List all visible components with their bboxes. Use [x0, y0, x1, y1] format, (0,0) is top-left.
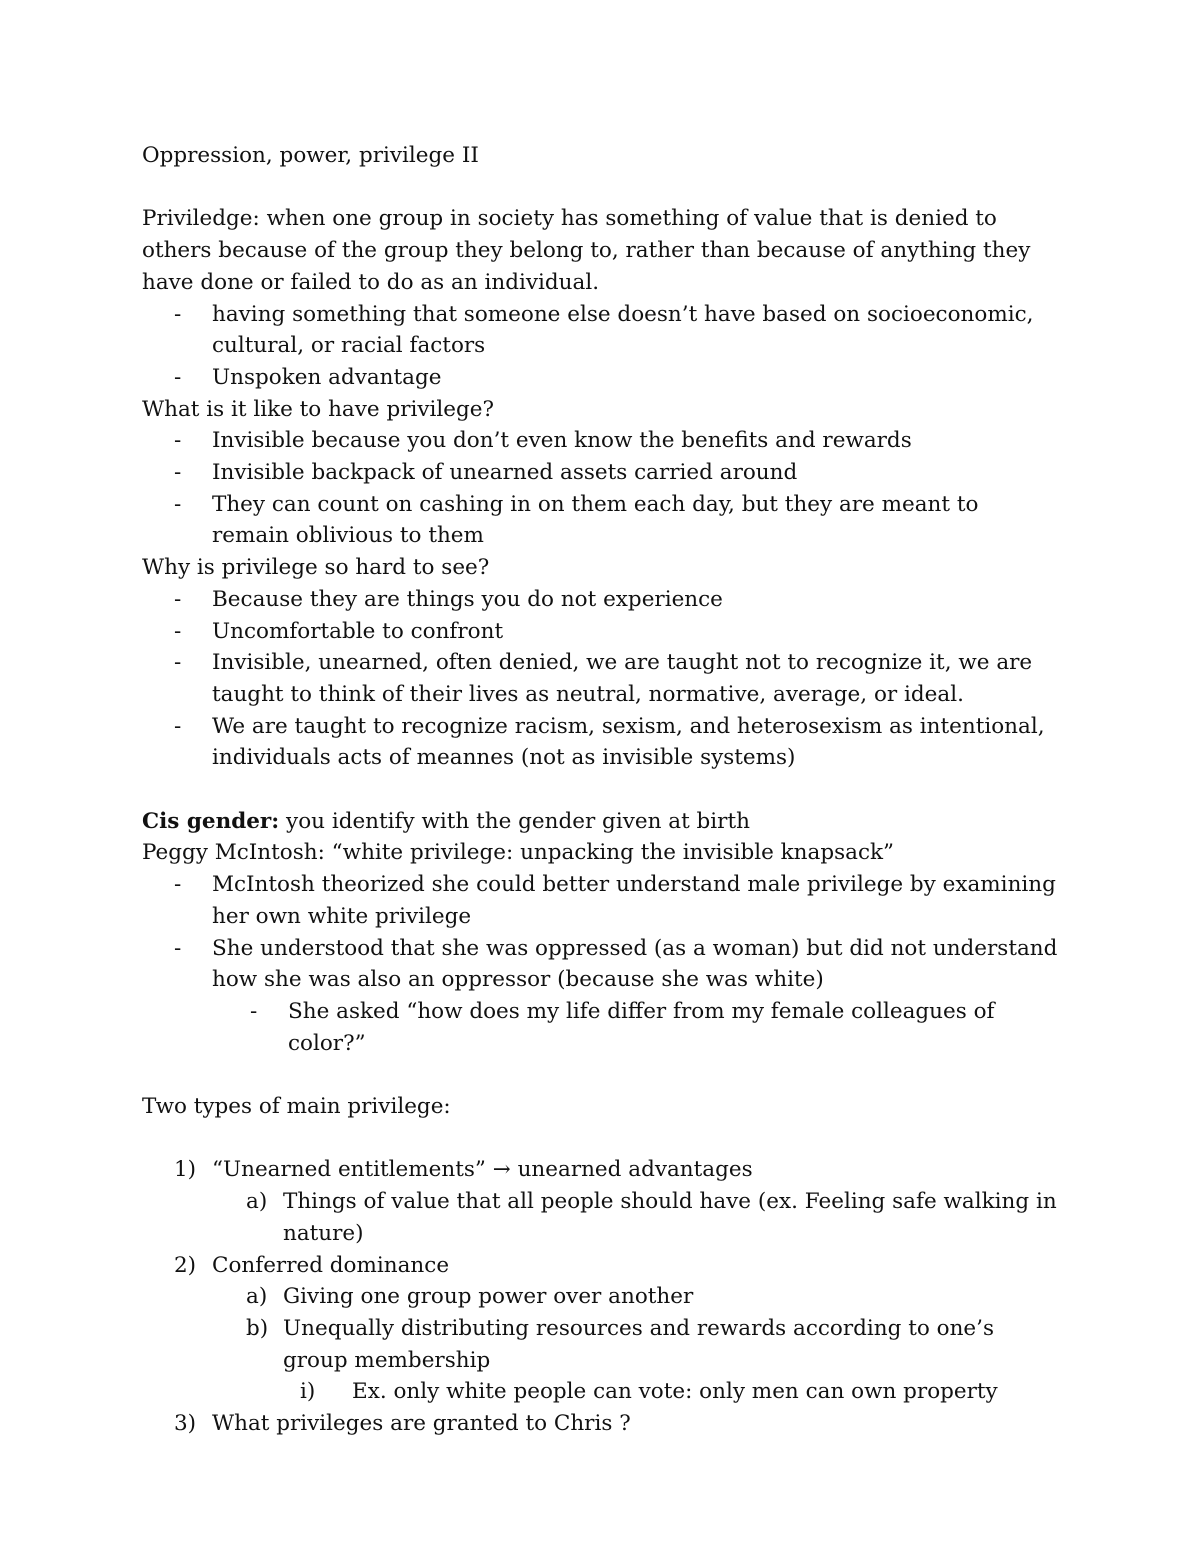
blank-line [142, 1123, 1062, 1155]
roman-marker: i) [300, 1379, 316, 1405]
dash-marker: - [174, 428, 182, 454]
list-item: - Invisible because you don’t even know the benefits and rewards [142, 425, 1062, 457]
lettered-item: b) Unequally distributing resources and rewards according to one’s group membership [142, 1313, 1062, 1376]
roman-item: i) Ex. only white people can vote: only men can own property [142, 1376, 1062, 1408]
question-heading: What is it like to have privilege? [142, 396, 495, 422]
list-item: - She understood that she was oppressed (as a woman) but did not understand how she was also an oppressor (because she was white) [142, 933, 1062, 996]
list-sub-item: - She asked “how does my life differ from my female colleagues of color?” [142, 996, 1062, 1059]
dash-marker: - [174, 618, 182, 644]
number-marker: 1) [174, 1157, 197, 1183]
dash-marker: - [174, 301, 182, 327]
numbered-item: 3) What privileges are granted to Chris ? [142, 1408, 1062, 1440]
lettered-item: a) Giving one group power over another [142, 1281, 1062, 1313]
page-title: Oppression, power, privilege II [142, 143, 479, 168]
question-heading: Why is privilege so hard to see? [142, 555, 490, 581]
dash-marker: - [174, 586, 182, 612]
list-item: - McIntosh theorized she could better understand male privilege by examining her own white privilege [142, 869, 1062, 932]
cis-gender-definition: Cis gender: you identify with the gender given at birth [142, 808, 750, 834]
list-item: - We are taught to recognize racism, sexism, and heterosexism as intentional, individuals acts of meannes (not as invisible systems) [142, 711, 1062, 774]
number-marker: 2) [174, 1252, 197, 1278]
dash-marker: - [174, 460, 182, 486]
numbered-item: 2) Conferred dominance [142, 1250, 1062, 1282]
list-item: - Unspoken advantage [142, 362, 1062, 394]
dash-marker: - [174, 650, 182, 676]
list-item: - Invisible backpack of unearned assets carried around [142, 457, 1062, 489]
dash-marker: - [174, 713, 182, 739]
letter-marker: b) [246, 1315, 269, 1341]
list-item: - They can count on cashing in on them each day, but they are meant to remain oblivious to them [142, 489, 1062, 552]
letter-marker: a) [246, 1284, 268, 1310]
list-item: - Invisible, unearned, often denied, we are taught not to recognize it, we are taught to think of their lives as neutral, normative, average, or ideal. [142, 647, 1062, 710]
dash-marker: - [174, 872, 182, 898]
document-body [142, 140, 1062, 1440]
dash-marker: - [250, 998, 258, 1024]
list-item: - Uncomfortable to confront [142, 616, 1062, 648]
types-heading: Two types of main privilege: [142, 1094, 451, 1120]
dash-marker: - [174, 935, 182, 961]
lettered-item: a) Things of value that all people should have (ex. Feeling safe walking in nature) [142, 1186, 1062, 1249]
dash-marker: - [174, 491, 182, 517]
blank-line [142, 774, 1062, 806]
blank-line [142, 1059, 1062, 1091]
privilege-definition-text: when one group in society has something of value that is denied to others because of the group they belong to, rather than because of anything they have done or failed to do as an individual. [142, 206, 1031, 295]
number-marker: 3) [174, 1411, 197, 1437]
letter-marker: a) [246, 1189, 268, 1215]
dash-marker: - [174, 364, 182, 390]
privilege-definition [142, 203, 1062, 298]
list-item: - Because they are things you do not experience [142, 584, 1062, 616]
numbered-item: 1) “Unearned entitlements” → unearned advantages [142, 1154, 1062, 1186]
mcintosh-heading: Peggy McIntosh: “white privilege: unpacking the invisible knapsack” [142, 840, 895, 866]
cis-gender-term: Cis gender: [142, 808, 280, 834]
blank-line [142, 172, 1062, 204]
privilege-term: Priviledge: [142, 206, 260, 232]
list-item: - having something that someone else doesn’t have based on socioeconomic, cultural, or racial factors [142, 299, 1062, 362]
